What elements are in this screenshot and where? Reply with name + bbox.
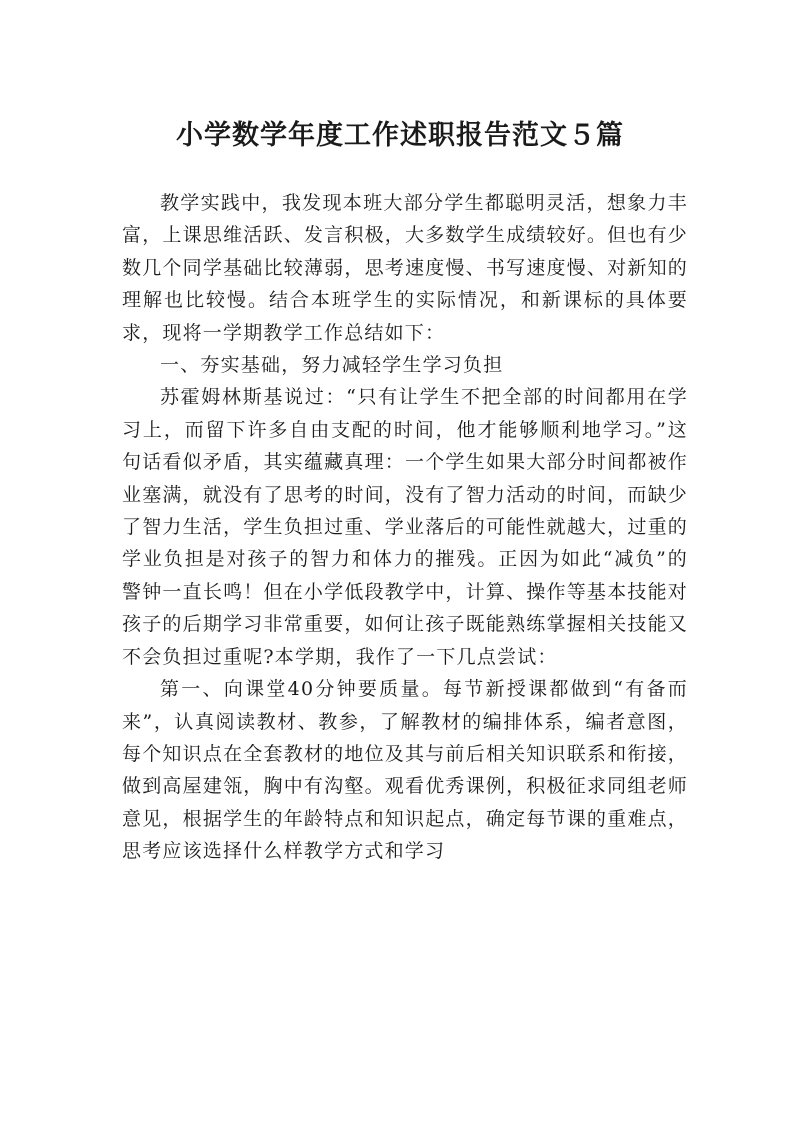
paragraph-first-point: 第一、向课堂40分钟要质量。每节新授课都做到“有备而来”，认真阅读教材、教参，了解教材的编排体系，编者意图，每个知识点在全套教材的地位及其与前后相关知识联系和衔接，做到高屋建瓴，胸中有沟壑。观看优秀课例，积极征求同组老师意见，根据学生的年龄特点和知识起点，确定每节课的重难点，思考应该选择什么样教学方式和学习 [122,678,688,863]
paragraph-quote: 苏霍姆林斯基说过：“只有让学生不把全部的时间都用在学习上，而留下许多自由支配的时间，他才能够顺利地学习。”这句话看似矛盾，其实蕴藏真理：一个学生如果大部分时间都被作业塞满，就没有了思考的时间，没有了智力活动的时间，而缺少了智力生活，学生负担过重、学业落后的可能性就越大，过重的学业负担是对孩子的智力和体力的摧残。正因为如此“减负”的警钟一直长鸣！但在小学低段教学中，计算、操作等基本技能对孩子的后期学习非常重要，如何让孩子既能熟练掌握相关技能又不会负担过重呢?本学期，我作了一下几点尝试： [122,386,688,668]
document-body [122,187,688,868]
section-heading-1: 一、夯实基础，努力减轻学生学习负担 [160,354,504,377]
paragraph-intro: 教学实践中，我发现本班大部分学生都聪明灵活，想象力丰富，上课思维活跃、发言积极，大多数学生成绩较好。但也有少数几个同学基础比较薄弱，思考速度慢、书写速度慢、对新知的理解也比较慢。结合本班学生的实际情况，和新课标的具体要求，现将一学期教学工作总结如下： [122,192,688,344]
document-title: 小学数学年度工作述职报告范文５篇 [176,120,624,152]
